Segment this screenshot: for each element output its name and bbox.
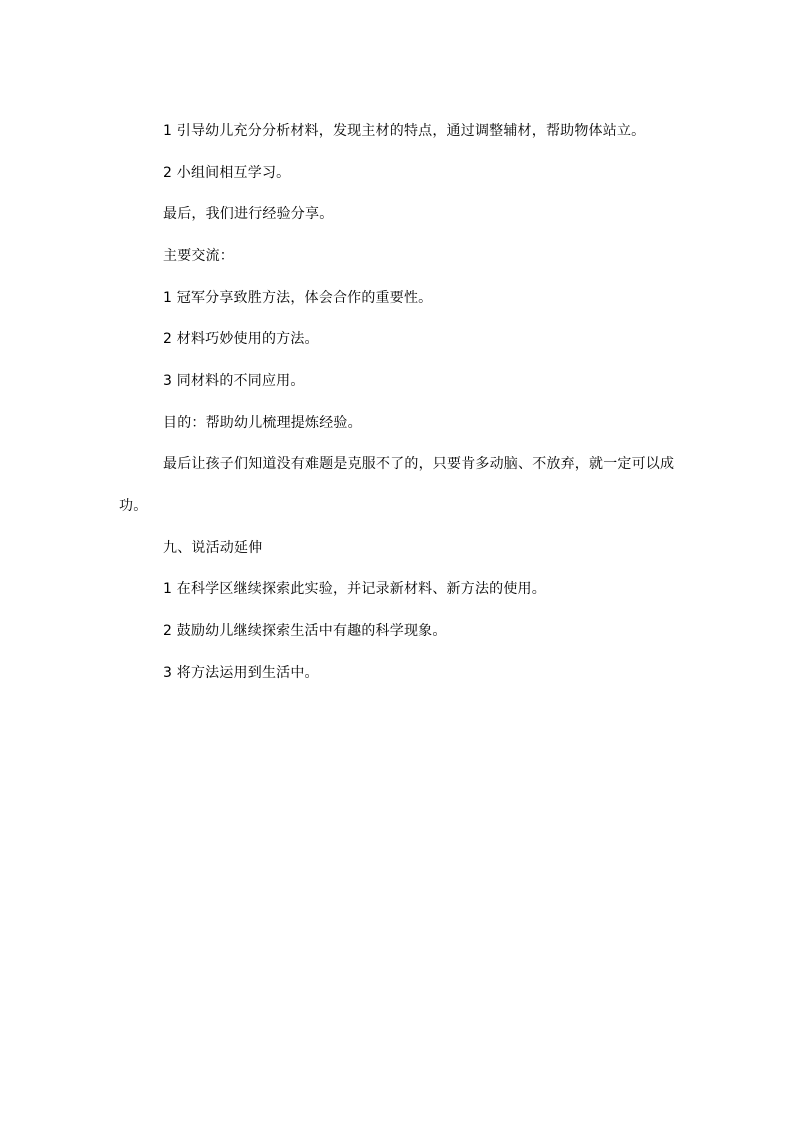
paragraph-group-learning: 2 小组间相互学习。 xyxy=(163,165,291,181)
paragraph-material-apply: 3 同材料的不同应用。 xyxy=(163,373,305,389)
paragraph-science-area: 1 在科学区继续探索此实验，并记录新材料、新方法的使用。 xyxy=(163,581,546,597)
paragraph-purpose: 目的：帮助幼儿梳理提炼经验。 xyxy=(163,415,362,431)
paragraph-main-exchange: 主要交流： xyxy=(163,248,234,264)
section-heading-extension: 九、说活动延伸 xyxy=(163,540,263,556)
paragraph-apply-life: 3 将方法运用到生活中。 xyxy=(163,665,319,681)
paragraph-guide-analysis: 1 引导幼儿充分分析材料，发现主材的特点，通过调整辅材，帮助物体站立。 xyxy=(163,123,646,139)
paragraph-material-use: 2 材料巧妙使用的方法。 xyxy=(163,331,319,347)
paragraph-champion-share: 1 冠军分享致胜方法，体会合作的重要性。 xyxy=(163,290,433,306)
paragraph-encourage-explore: 2 鼓励幼儿继续探索生活中有趣的科学现象。 xyxy=(163,623,447,639)
paragraph-conclusion: 最后让孩子们知道没有难题是克服不了的，只要肯多动脑、不放弃，就一定可以成功。 xyxy=(119,456,675,514)
paragraph-experience-sharing: 最后，我们进行经验分享。 xyxy=(163,206,334,222)
